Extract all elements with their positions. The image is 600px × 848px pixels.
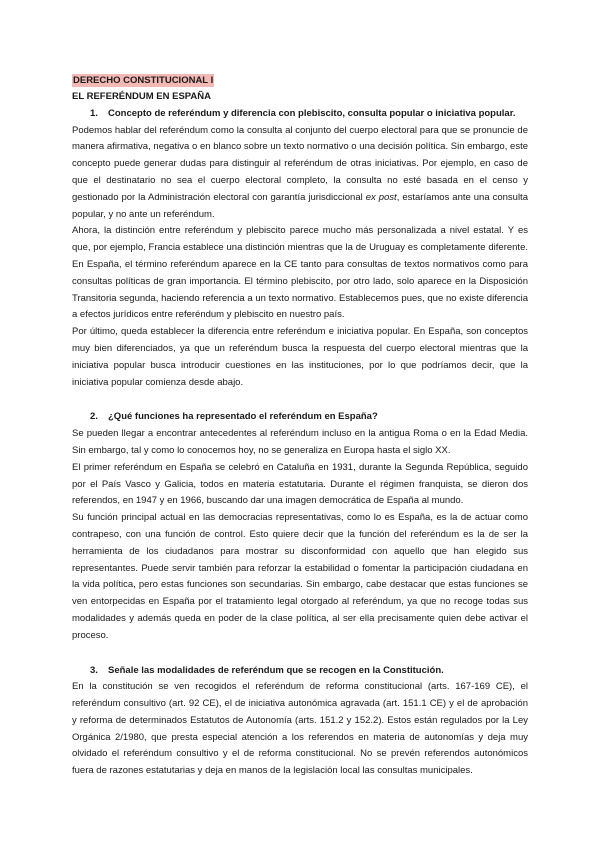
- section-number: 1.: [90, 107, 98, 119]
- paragraph: Su función principal actual en las democracias representativas, como lo es España, es la de actuar como contrapeso, con una función de control. Esto quiere decir que la función del referéndum es la de ser la herramienta de los ciudadanos para mostrar su disconformidad con aquello que han elegido sus representantes. Puede servir también para reforzar la estabilidad o fomentar la participación ciudadana en la vida política, pero estas funciones son secundarias. Sin embargo, cabe destacar que estas funciones se ven entorpecidas en España por el tratamiento legal otorgado al referéndum, ya que no recoge todas sus modalidades y además queda en poder de la clase política, al ser ella precisamente quien debe activar el proceso.: [72, 512, 528, 641]
- paragraph: En la constitución se ven recogidos el referéndum de reforma constitucional (arts. 167-169 CE), el referéndum consultivo (art. 92 CE), el de iniciativa autonómica agravada (art. 151.1 CE) y el de aprobación y reforma de determinados Estatutos de Autonomía (arts. 151.2 y 152.2). Estos están regulados por la Ley Orgánica 2/1980, que presta especial atención a los referendos en materia de autonomías y deja muy olvidado el referéndum consultivo y el de reforma constitucional. No se prevén referendos autonómicos fuera de razones estatutarias y deja en manos de la legislación local las consultas municipales.: [72, 681, 528, 777]
- section-heading-text: ¿Qué funciones ha representado el referéndum en España?: [108, 411, 378, 423]
- section-heading-text: Concepto de referéndum y diferencia con plebiscito, consulta popular o iniciativa popular.: [108, 107, 516, 119]
- section-heading-1: [90, 106, 528, 123]
- section-heading-text: Señale las modalidades de referéndum que se recogen en la Constitución.: [108, 664, 444, 676]
- paragraph: Podemos hablar del referéndum como la consulta al conjunto del cuerpo electoral para que se pronuncie de manera afirmativa, negativa o en blanco sobre un texto normativo o una decisión política. Sin embargo, este concepto puede generar dudas para distinguir al referéndum de otras iniciativas. Por ejemplo, en caso de que el destinatario no sea el cuerpo electoral completo, la consulta no esté basada en el censo y gestionado por la Administración electoral con garantía jurisdiccional ex post, estaríamos ante una consulta popular, y no ante un referéndum.: [72, 124, 528, 220]
- paragraph: El primer referéndum en España se celebró en Cataluña en 1931, durante la Segunda República, seguido por el País Vasco y Galicia, todos en materia estatutaria. Durante el régimen franquista, se dieron dos referendos, en 1947 y en 1966, buscando dar una imagen democrática de España al mundo.: [72, 461, 528, 507]
- section-number: 2.: [90, 411, 98, 423]
- paragraph: Se pueden llegar a encontrar antecedentes al referéndum incluso en la antigua Roma o en la Edad Media. Sin embargo, tal y como lo conocemos hoy, no se generaliza en Europa hasta el siglo XX.: [72, 428, 528, 456]
- section-gap: [72, 645, 528, 663]
- paragraph: Por último, queda establecer la diferencia entre referéndum e iniciativa popular. En España, son conceptos muy bien diferenciados, ya que un referéndum busca la respuesta del cuerpo electoral mientras que la iniciativa popular busca introducir cuestiones en las instituciones, por lo que podríamos decir, que la iniciativa popular comienza desde abajo.: [72, 326, 528, 388]
- document-body: [72, 73, 528, 780]
- italic-term: ex post: [365, 191, 397, 203]
- document-title-line: [72, 73, 528, 90]
- section-heading-2: [90, 409, 528, 426]
- section-heading-3: [90, 663, 528, 680]
- paragraph: Ahora, la distinción entre referéndum y plebiscito parece mucho más personalizada a nivel estatal. Y es que, por ejemplo, Francia establece una distinción mientras que la de Uruguay es completamente diferente. En España, el término referéndum aparece en la CE tanto para consultas de textos normativos como para consultas políticas de gran importancia. El término plebiscito, por otro lado, solo aparece en la Disposición Transitoria segunda, haciendo referencia a un texto normativo. Establecemos pues, que no existe diferencia a efectos jurídicos entre referéndum y plebiscito en nuestro país.: [72, 225, 528, 321]
- section-number: 3.: [90, 664, 98, 676]
- document-subtitle: EL REFERÉNDUM EN ESPAÑA: [72, 90, 211, 102]
- document-title: DERECHO CONSTITUCIONAL I: [73, 75, 214, 86]
- section-gap: [72, 391, 528, 409]
